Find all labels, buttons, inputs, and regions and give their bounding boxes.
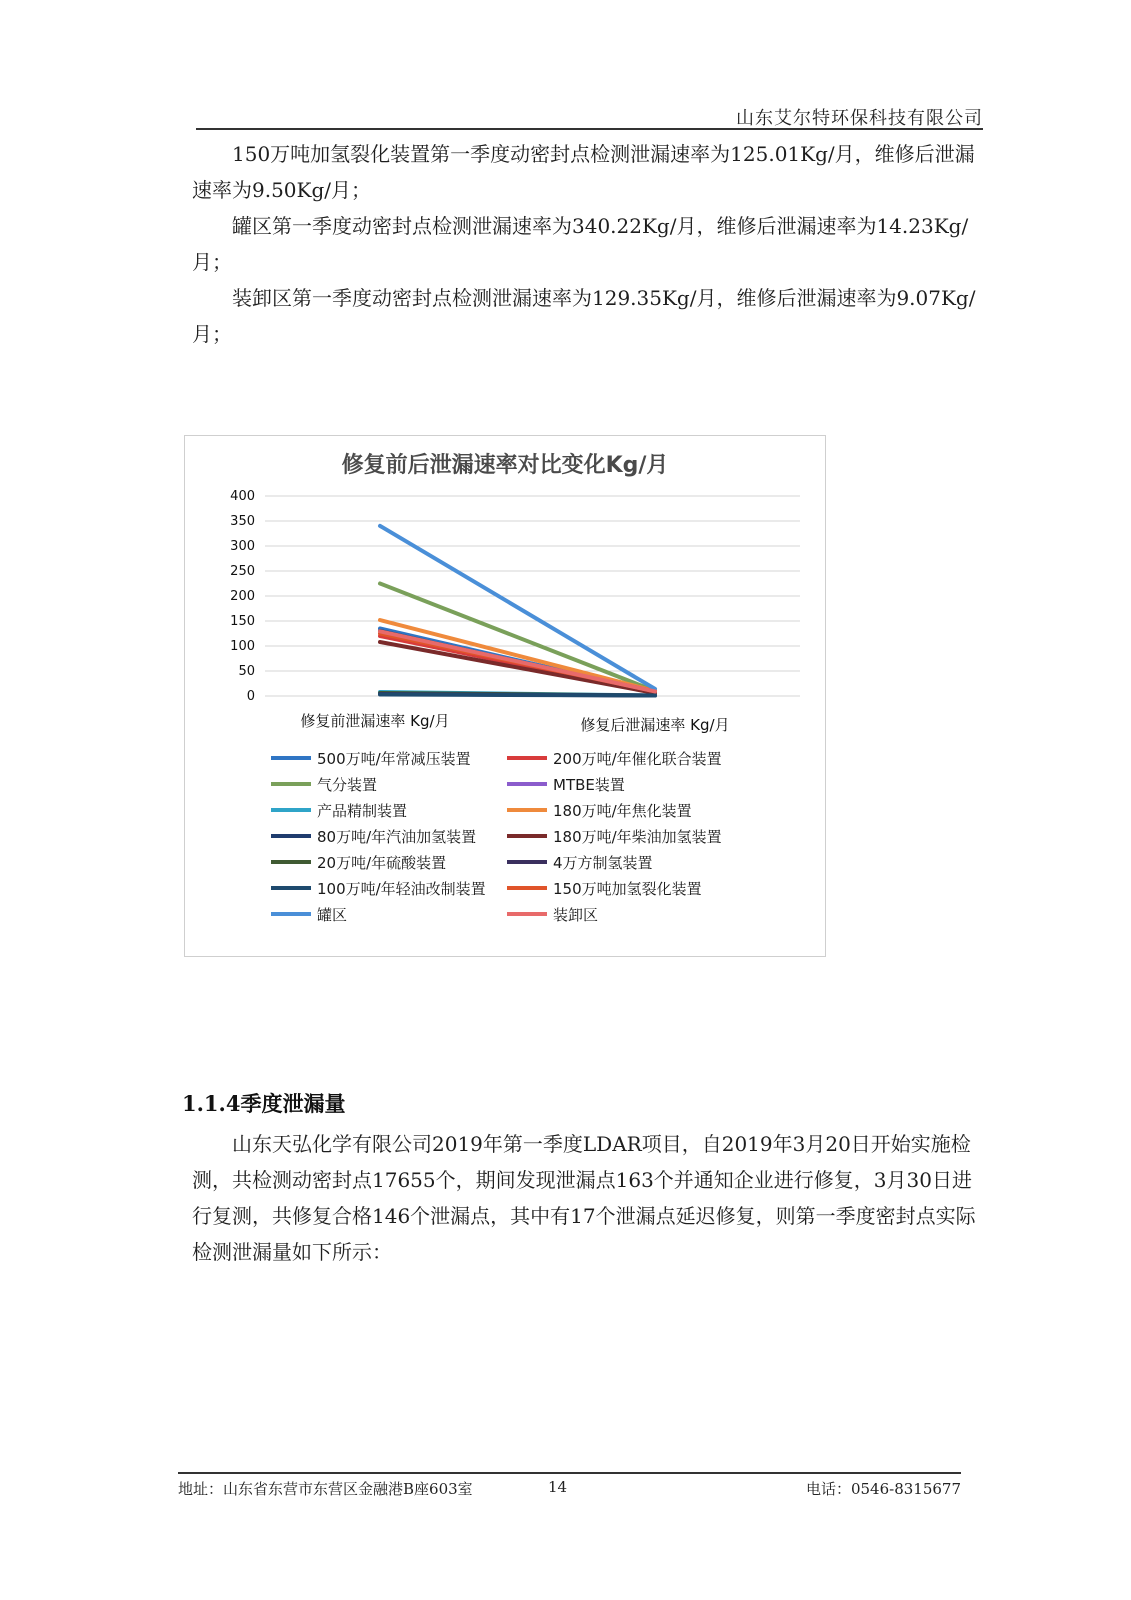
section-body: [192, 1126, 982, 1270]
footer-phone: 电话：0546-8315677: [805, 1480, 961, 1498]
section-paragraph: 山东天弘化学有限公司2019年第一季度LDAR项目，自2019年3月20日开始实施检测，共检测动密封点17655个，期间发现泄漏点163个并通知企业进行修复，3月30日进行复测，共修复合格146个泄漏点，其中有17个泄漏点延迟修复，则第一季度密封点实际检测泄漏量如下所示：: [192, 1132, 976, 1264]
legend-swatch: [271, 834, 311, 838]
legend-swatch: [507, 834, 547, 838]
paragraph-hydrocracking: 150万吨加氢裂化装置第一季度动密封点检测泄漏速率为125.01Kg/月，维修后泄漏速率为9.50Kg/月；: [192, 142, 975, 202]
paragraph-tank-area: 罐区第一季度动密封点检测泄漏速率为340.22Kg/月，维修后泄漏速率为14.23Kg/月；: [192, 214, 969, 274]
y-tick-label: 250: [230, 564, 255, 579]
legend-swatch: [271, 860, 311, 864]
legend-item: 100万吨/年轻油改制装置: [271, 876, 507, 900]
chart-title: 修复前后泄漏速率对比变化Kg/月: [341, 453, 669, 478]
y-tick-label: 50: [238, 664, 255, 679]
legend-swatch: [271, 808, 311, 812]
y-tick-label: 400: [230, 489, 255, 504]
footer-address: 地址：山东省东营市东营区金融港B座603室: [178, 1480, 473, 1498]
legend-item: 200万吨/年催化联合装置: [507, 746, 767, 770]
legend-swatch: [507, 860, 547, 864]
legend-swatch: [271, 912, 311, 916]
legend-swatch: [507, 756, 547, 760]
legend-swatch: [271, 782, 311, 786]
legend-item: 产品精制装置: [271, 798, 507, 822]
legend-item: 罐区: [271, 902, 507, 926]
chart-series-lines: [380, 526, 655, 696]
section-heading: 1.1.4季度泄漏量: [182, 1091, 346, 1116]
y-tick-label: 300: [230, 539, 255, 554]
legend-item: 4万方制氢装置: [507, 850, 767, 874]
footer-divider: [178, 1472, 961, 1474]
legend-item: 20万吨/年硫酸装置: [271, 850, 507, 874]
legend-swatch: [507, 912, 547, 916]
legend-item: 气分装置: [271, 772, 507, 796]
legend-item: 80万吨/年汽油加氢装置: [271, 824, 507, 848]
legend-item: MTBE装置: [507, 772, 767, 796]
legend-item: 500万吨/年常减压装置: [271, 746, 507, 770]
y-tick-label: 100: [230, 639, 255, 654]
series-line: [380, 695, 655, 696]
y-tick-label: 0: [246, 689, 255, 704]
legend-item: 180万吨/年柴油加氢装置: [507, 824, 767, 848]
x-category-before: 修复前泄漏速率 Kg/月: [300, 712, 450, 730]
series-line: [380, 642, 655, 693]
y-tick-label: 350: [230, 514, 255, 529]
header-company-name: 山东艾尔特环保科技有限公司: [736, 108, 983, 129]
y-tick-label: 200: [230, 589, 255, 604]
legend-swatch: [507, 808, 547, 812]
legend-item: 150万吨加氢裂化装置: [507, 876, 767, 900]
x-category-after: 修复后泄漏速率 Kg/月: [580, 716, 730, 734]
header-divider: [196, 128, 983, 130]
legend-swatch: [507, 782, 547, 786]
series-line: [380, 620, 655, 691]
legend-swatch: [271, 886, 311, 890]
chart-y-axis: [230, 489, 255, 704]
footer-page-number: 14: [548, 1478, 568, 1496]
leak-rate-chart: [184, 435, 826, 957]
legend-item: 180万吨/年焦化装置: [507, 798, 767, 822]
legend-swatch: [507, 886, 547, 890]
y-tick-label: 150: [230, 614, 255, 629]
intro-paragraphs: [192, 136, 982, 352]
series-line: [380, 631, 655, 691]
legend-swatch: [271, 756, 311, 760]
chart-legend: [271, 746, 791, 926]
paragraph-loading-area: 装卸区第一季度动密封点检测泄漏速率为129.35Kg/月，维修后泄漏速率为9.07Kg/月；: [192, 286, 976, 346]
legend-item: 装卸区: [507, 902, 767, 926]
